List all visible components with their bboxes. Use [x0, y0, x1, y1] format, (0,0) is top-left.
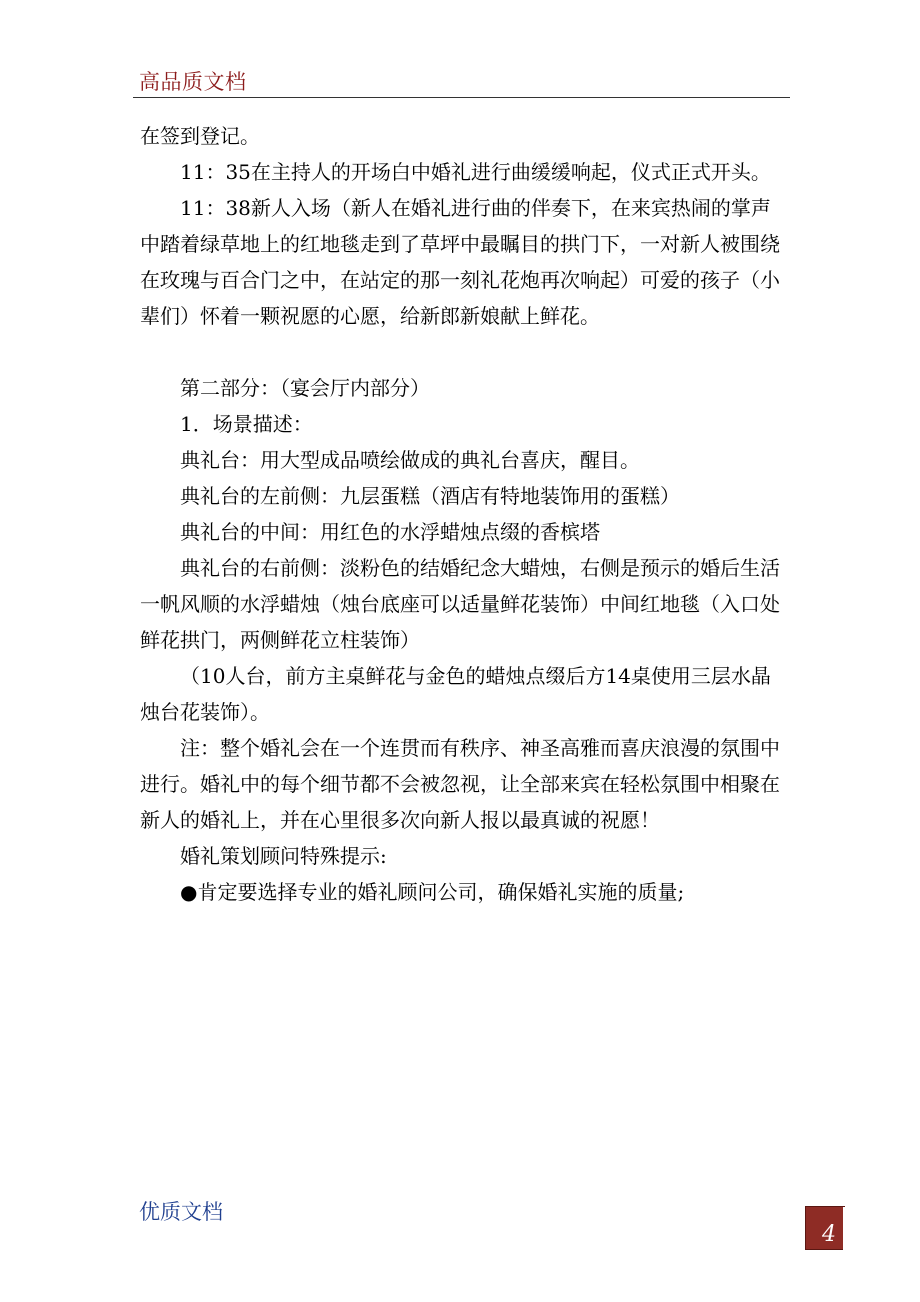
section-heading-part-two: 第二部分：（宴会厅内部分）: [180, 376, 430, 400]
paragraph-stage-left: 典礼台的左前侧：九层蛋糕（酒店有特地装饰用的蛋糕）: [180, 484, 680, 508]
paragraph-stage-right: 典礼台的右前侧：淡粉色的结婚纪念大蜡烛，右侧是预示的婚后生活一帆风顺的水浮蜡烛（烛台底座可以适量鲜花装饰）中间红地毯（入口处鲜花拱门，两侧鲜花立柱装饰）: [140, 556, 780, 652]
paragraph-signin: 在签到登记。: [140, 124, 260, 148]
document-body: [140, 118, 790, 910]
paragraph-tip-bullet: ●肯定要选择专业的婚礼顾问公司，确保婚礼实施的质量;: [180, 880, 685, 904]
paragraph-1135: 11：35在主持人的开场白中婚礼进行曲缓缓响起，仪式正式开头。: [180, 160, 771, 184]
paragraph-1138: 11：38新人入场（新人在婚礼进行曲的伴奏下，在来宾热闹的掌声中踏着绿草地上的红地毯走到了草坪中最瞩目的拱门下，一对新人被围绕在玫瑰与百合门之中，在站定的那一刻礼花炮再次响起）可爱的孩子（小辈们）怀着一颗祝愿的心愿，给新郎新娘献上鲜花。: [140, 196, 780, 328]
header-divider: [133, 97, 790, 98]
subheading-scene-description: 1．场景描述：: [180, 412, 313, 436]
page-number-badge: [805, 1206, 845, 1250]
paragraph-tables: （10人台，前方主桌鲜花与金色的蜡烛点缀后方14桌使用三层水晶烛台花装饰）。: [140, 664, 771, 724]
header-title: 高品质文档: [139, 70, 247, 94]
page-number: 4: [822, 1222, 836, 1247]
paragraph-tips-heading: 婚礼策划顾问特殊提示:: [180, 844, 387, 868]
paragraph-stage-middle: 典礼台的中间：用红色的水浮蜡烛点缀的香槟塔: [180, 520, 600, 544]
paragraph-note: 注：整个婚礼会在一个连贯而有秩序、神圣高雅而喜庆浪漫的氛围中进行。婚礼中的每个细节都不会被忽视，让全部来宾在轻松氛围中相聚在新人的婚礼上，并在心里很多次向新人报以最真诚的祝愿！: [140, 736, 780, 832]
paragraph-stage: 典礼台：用大型成品喷绘做成的典礼台喜庆，醒目。: [180, 448, 640, 472]
footer-title: 优质文档: [139, 1200, 223, 1224]
